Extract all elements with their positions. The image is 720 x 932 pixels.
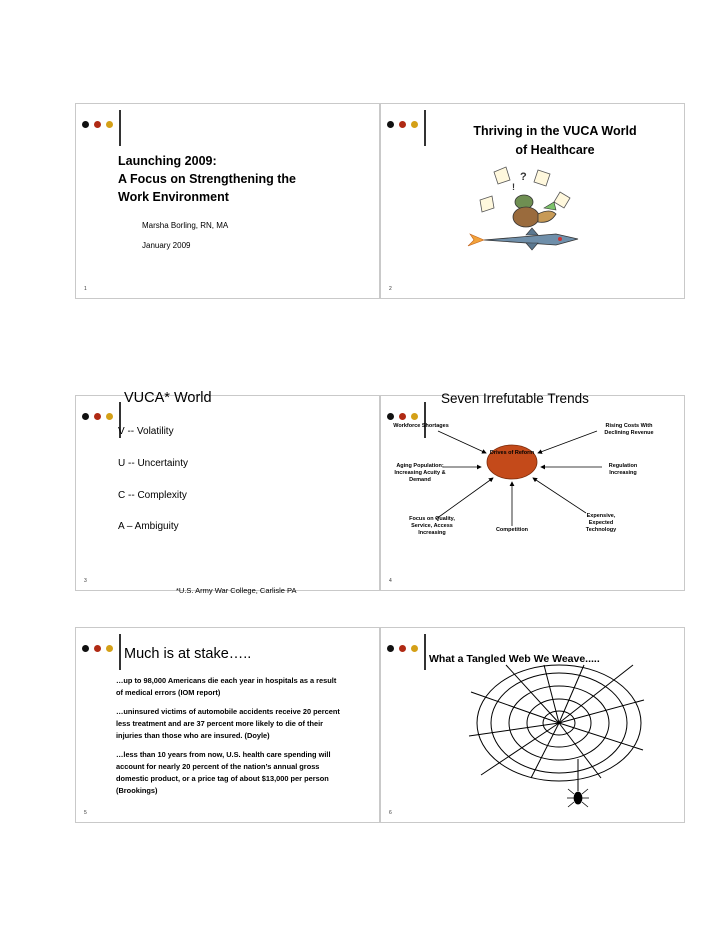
slide-6 [380, 627, 685, 823]
svg-text:!: ! [512, 182, 515, 192]
dot [82, 413, 89, 420]
slide-number: 3 [84, 578, 87, 584]
dot [411, 121, 418, 128]
slide-number: 1 [84, 286, 87, 292]
dot [94, 121, 101, 128]
slide-title: Much is at stake….. [124, 646, 252, 662]
slide-2 [380, 103, 685, 299]
slide-title: VUCA* World [124, 390, 212, 406]
dot [387, 121, 394, 128]
slide-title: Thriving in the VUCA World of Healthcare [473, 124, 637, 157]
dot [94, 645, 101, 652]
trend-label: Focus on Quality, Service, Access Increasing [409, 516, 455, 537]
slide-number: 4 [389, 578, 392, 584]
reform-center-label: Drives of Reform [489, 450, 535, 456]
trend-label: Aging Population; Increasing Acuity & Demand [394, 463, 446, 484]
slide-3 [75, 390, 380, 595]
footnote: *U.S. Army War College, Carlisle PA [176, 586, 297, 595]
slide-number: 5 [84, 810, 87, 816]
slide-number: 2 [389, 286, 392, 292]
list-item: …uninsured victims of automobile accidents receive 20 percent less treatment and are 37 percent more likely to die of their injuries than those who are insured. (Doyle) [116, 707, 340, 740]
list-item: …up to 98,000 Americans die each year in hospitals as a result of medical errors (IOM report) [116, 676, 337, 697]
divider [119, 110, 121, 146]
dot [106, 121, 113, 128]
trend-label: Expensive, Expected Technology [585, 513, 617, 534]
trend-arrow [538, 431, 597, 453]
list-item: U -- Uncertainty [118, 458, 189, 469]
spider-web-icon [381, 628, 686, 824]
list-item: V -- Volatility [118, 426, 174, 437]
slide-1 [75, 103, 380, 299]
trend-arrow [533, 478, 586, 513]
dot [82, 121, 89, 128]
stressed-person-clipart-icon [466, 162, 596, 262]
trend-label: Rising Costs With Declining Revenue [604, 423, 654, 437]
slide-number: 6 [389, 810, 392, 816]
dot [82, 645, 89, 652]
date: January 2009 [142, 241, 191, 250]
dot [106, 413, 113, 420]
dot [94, 413, 101, 420]
trend-arrow [438, 431, 486, 453]
svg-text:?: ? [520, 171, 527, 183]
dot [106, 645, 113, 652]
slide-title: What a Tangled Web We Weave..... [429, 653, 600, 665]
slide-dots [82, 645, 113, 652]
bullet-list [116, 675, 341, 797]
trend-label: Regulation Increasing [608, 463, 638, 477]
slide-4 [380, 391, 685, 591]
list-item: …less than 10 years from now, U.S. health care spending will account for nearly 20 percent of the nation’s annual gross domestic product, or a price tag of about $13,000 per person (Brookings) [116, 750, 331, 795]
slide-dots [82, 121, 113, 128]
author: Marsha Borling, RN, MA [142, 221, 229, 230]
slide-title: Seven Irrefutable Trends [441, 391, 589, 406]
slide-dots [387, 121, 418, 128]
list-item: C -- Complexity [118, 490, 187, 501]
divider [119, 634, 121, 670]
slide-title: Launching 2009: A Focus on Strengthening the Work Environment [118, 154, 297, 204]
trend-label: Workforce Shortages [393, 423, 449, 429]
slide-5 [75, 627, 380, 823]
slide-dots [82, 413, 113, 420]
dot [399, 121, 406, 128]
list-item: A – Ambiguity [118, 521, 179, 532]
trend-label: Competition [495, 527, 529, 533]
